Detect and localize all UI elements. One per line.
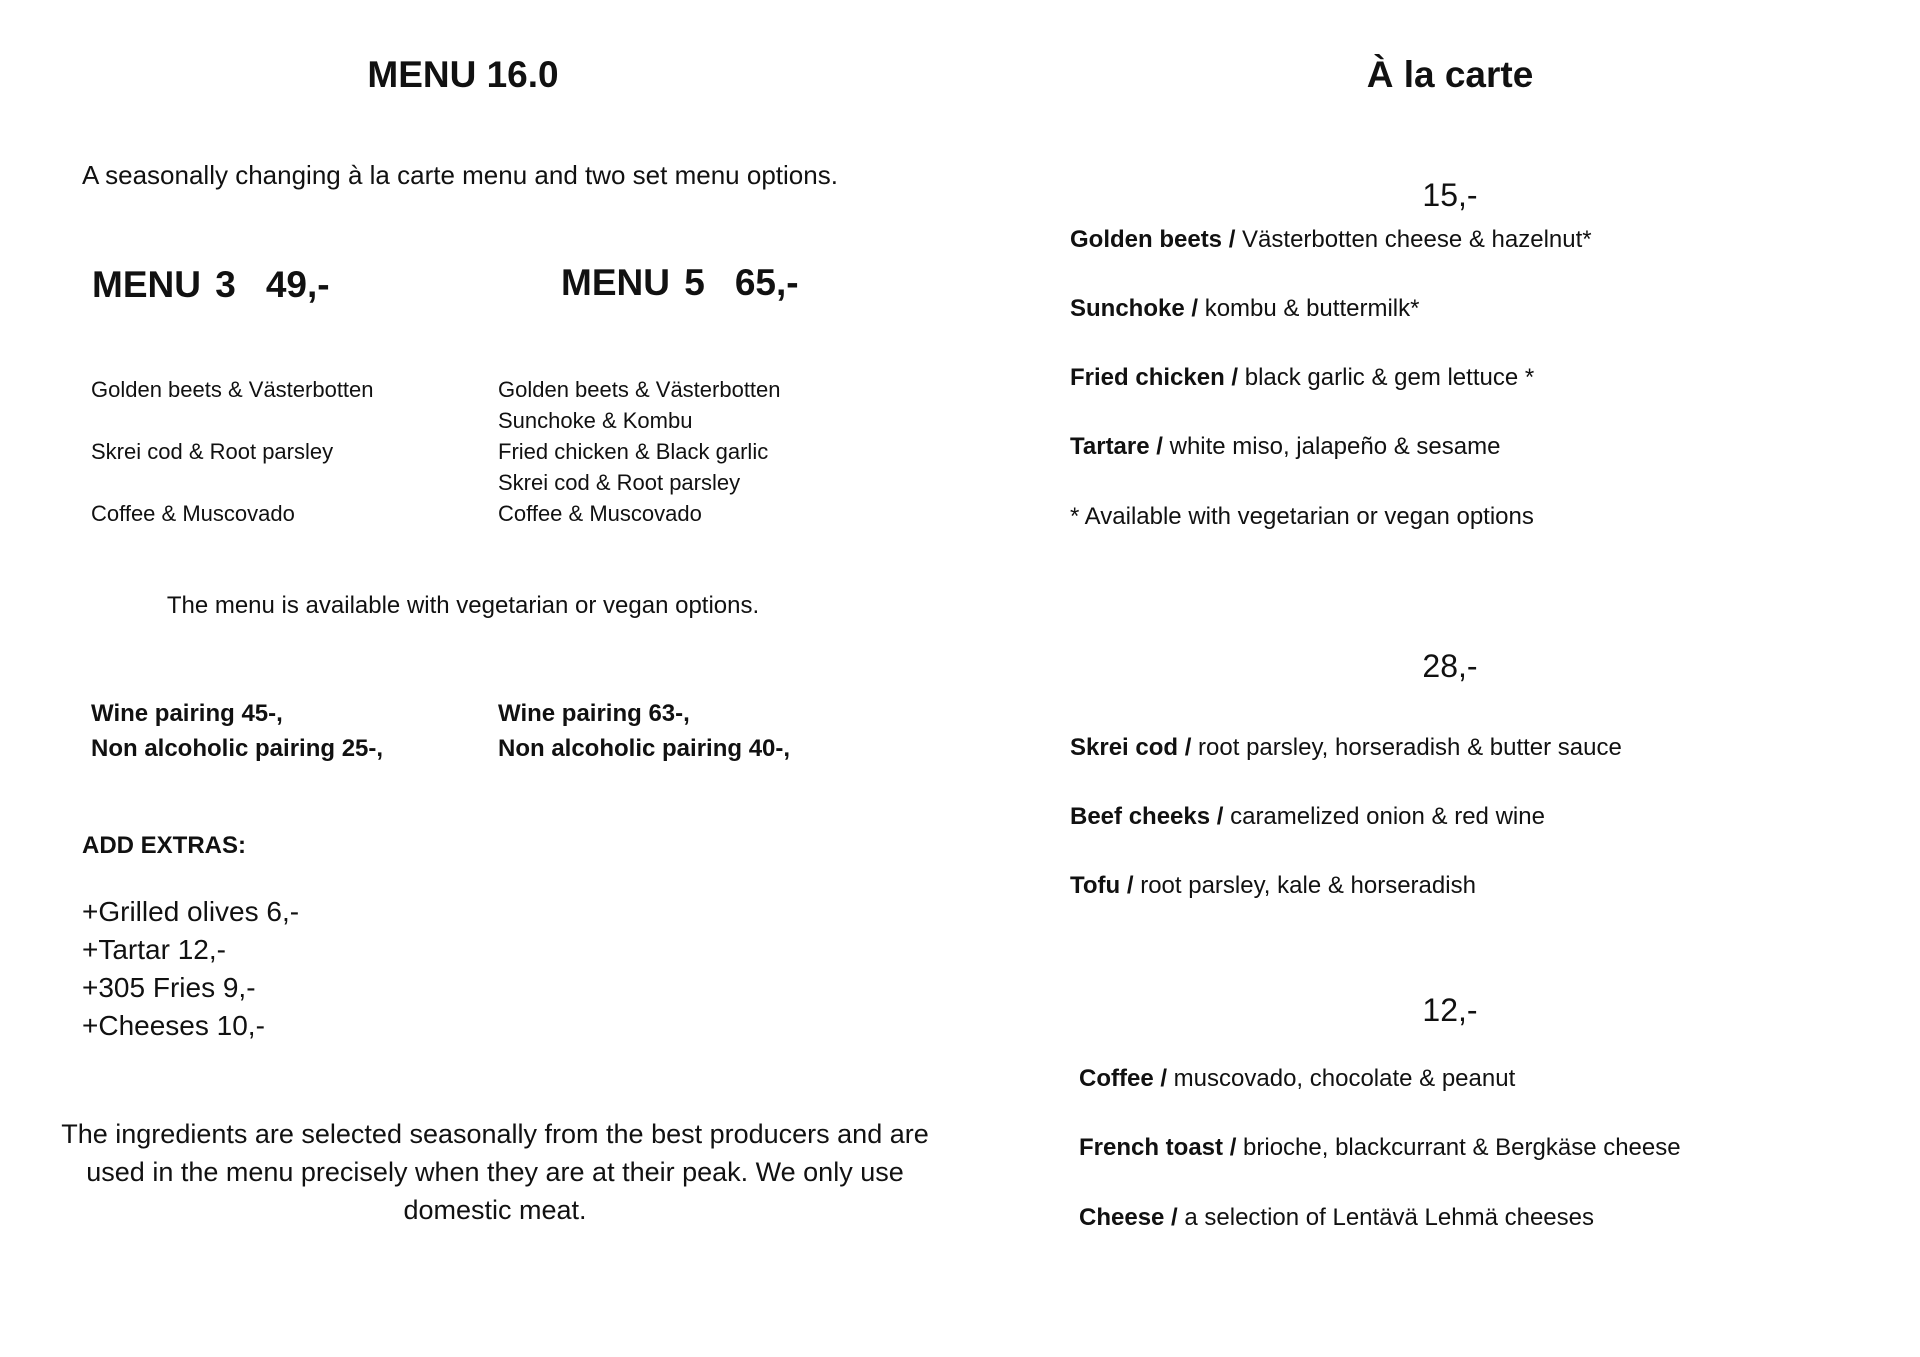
extra-item: +Cheeses 10,- xyxy=(82,1010,265,1041)
vegetarian-note: The menu is available with vegetarian or vegan options. xyxy=(166,592,760,619)
menu3-course: Golden beets & Västerbotten xyxy=(91,377,374,402)
dish-description: root parsley, horseradish & butter sauce xyxy=(1191,734,1622,761)
menu5-course: Skrei cod & Root parsley xyxy=(498,470,741,495)
dish-name: Tartare / xyxy=(1070,433,1163,460)
extra-item: +Grilled olives 6,- xyxy=(82,896,300,927)
dish-item xyxy=(1070,803,1545,831)
dish-description: root parsley, kale & horseradish xyxy=(1133,872,1476,899)
menu5-course: Golden beets & Västerbotten xyxy=(498,377,781,402)
menu3-wine-pairing: Wine pairing 45-, xyxy=(91,700,283,727)
menu5-wine-pairing: Wine pairing 63-, xyxy=(498,700,690,727)
dish-name: Skrei cod / xyxy=(1070,734,1192,761)
menu5-price: 65,- xyxy=(734,262,799,303)
price-heading: 12,- xyxy=(1422,992,1478,1028)
menu3-course: Coffee & Muscovado xyxy=(91,501,295,526)
a-la-carte-title: À la carte xyxy=(1366,54,1534,95)
dish-item xyxy=(1070,433,1500,461)
menu3-heading xyxy=(92,264,330,306)
menu5-course: Coffee & Muscovado xyxy=(498,501,702,526)
dish-item xyxy=(1070,295,1419,323)
price-heading: 28,- xyxy=(1422,648,1478,684)
ingredients-note: The ingredients are selected seasonally from the best producers and are used in the menu precisely when they are at their peak. We only use domestic meat. xyxy=(61,1119,929,1225)
menu3-name: MENU 3 xyxy=(92,264,236,305)
extra-item: +Tartar 12,- xyxy=(82,934,226,965)
dish-description: brioche, blackcurrant & Bergkäse cheese xyxy=(1236,1134,1681,1161)
menu3-course: Skrei cod & Root parsley xyxy=(91,439,334,464)
menu5-heading xyxy=(561,262,799,304)
dish-name: French toast / xyxy=(1079,1134,1237,1161)
menu3-pairings xyxy=(91,696,383,766)
dish-description: a selection of Lentävä Lehmä cheeses xyxy=(1177,1204,1594,1231)
dish-name: Cheese / xyxy=(1079,1204,1178,1231)
dish-item xyxy=(1070,734,1622,762)
extra-item: +305 Fries 9,- xyxy=(82,972,256,1003)
dish-item xyxy=(1070,872,1476,900)
dish-name: Beef cheeks / xyxy=(1070,803,1224,830)
menu5-course: Fried chicken & Black garlic xyxy=(498,439,769,464)
dish-item xyxy=(1070,364,1534,392)
menu5-pairings xyxy=(498,696,790,766)
dish-description: kombu & buttermilk* xyxy=(1198,295,1420,322)
menu-title: MENU 16.0 xyxy=(367,54,559,95)
dietary-note: * Available with vegetarian or vegan options xyxy=(1070,503,1534,530)
price-heading: 15,- xyxy=(1422,177,1478,213)
dish-item xyxy=(1079,1065,1515,1093)
menu3-course-list xyxy=(91,374,374,529)
menu5-name: MENU 5 xyxy=(561,262,705,303)
menu5-course-list xyxy=(498,374,781,529)
dish-description: Västerbotten cheese & hazelnut* xyxy=(1235,226,1592,253)
dish-description: black garlic & gem lettuce * xyxy=(1238,364,1535,391)
list-spacer xyxy=(91,467,374,498)
dish-name: Coffee / xyxy=(1079,1065,1168,1092)
extras-list xyxy=(82,893,299,1045)
menu5-course: Sunchoke & Kombu xyxy=(498,408,693,433)
menu-intro: A seasonally changing à la carte menu and two set menu options. xyxy=(82,160,838,190)
dish-description: white miso, jalapeño & sesame xyxy=(1162,433,1501,460)
dish-item xyxy=(1079,1134,1681,1162)
list-spacer xyxy=(91,405,374,436)
extras-heading: ADD EXTRAS: xyxy=(82,832,247,859)
menu3-price: 49,- xyxy=(265,264,330,305)
menu3-non-alcoholic-pairing: Non alcoholic pairing 25-, xyxy=(91,735,384,762)
dish-name: Fried chicken / xyxy=(1070,364,1239,391)
dish-name: Tofu / xyxy=(1070,872,1134,899)
menu5-non-alcoholic-pairing: Non alcoholic pairing 40-, xyxy=(498,735,791,762)
dish-description: muscovado, chocolate & peanut xyxy=(1167,1065,1516,1092)
dish-item xyxy=(1079,1204,1594,1232)
dish-name: Sunchoke / xyxy=(1070,295,1199,322)
dish-name: Golden beets / xyxy=(1070,226,1236,253)
dish-description: caramelized onion & red wine xyxy=(1223,803,1545,830)
dish-item xyxy=(1070,226,1592,254)
